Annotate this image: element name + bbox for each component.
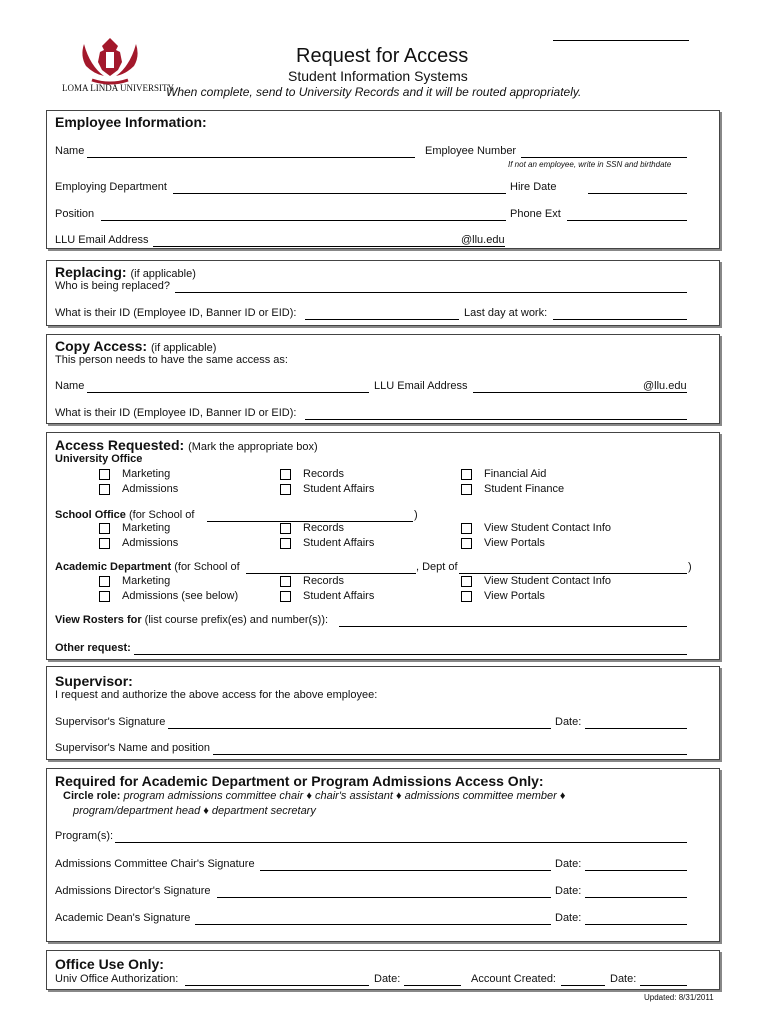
- top-right-line: [553, 40, 689, 41]
- supervisor-signature-field[interactable]: [168, 728, 551, 729]
- uo-student-finance-checkbox[interactable]: [461, 484, 472, 495]
- uo-student-finance-label: Student Finance: [484, 483, 565, 495]
- crest-icon: [60, 36, 160, 86]
- rosters-field[interactable]: [339, 626, 687, 627]
- uo-marketing-label: Marketing: [122, 468, 171, 480]
- programs-label: Program(s):: [55, 830, 114, 842]
- office-date-label: Date:: [374, 973, 401, 985]
- email-label: LLU Email Address: [55, 234, 149, 246]
- so-student-affairs-checkbox[interactable]: [280, 538, 291, 549]
- chair-signature-label: Admissions Committee Chair's Signature: [55, 858, 255, 870]
- office-date2-label: Date:: [610, 973, 637, 985]
- so-records-label: Records: [303, 522, 344, 534]
- uo-records-checkbox[interactable]: [280, 469, 291, 480]
- copy-name-field[interactable]: [87, 392, 369, 393]
- department-label: Employing Department: [55, 181, 167, 193]
- so-admissions-checkbox[interactable]: [99, 538, 110, 549]
- uo-admissions-checkbox[interactable]: [99, 484, 110, 495]
- so-admissions-label: Admissions: [122, 537, 179, 549]
- ad-admissions-label: Admissions (see below): [122, 590, 239, 602]
- uo-financial-aid-checkbox[interactable]: [461, 469, 472, 480]
- so-contact-info-checkbox[interactable]: [461, 523, 472, 534]
- authorize-text: I request and authorize the above access for the above employee:: [55, 689, 378, 701]
- who-replaced-label: Who is being replaced?: [55, 280, 170, 292]
- copy-access-heading: Copy Access: (if applicable): [55, 338, 217, 354]
- ad-portals-checkbox[interactable]: [461, 591, 472, 602]
- so-student-affairs-label: Student Affairs: [303, 537, 375, 549]
- who-replaced-field[interactable]: [175, 292, 687, 293]
- director-date-field[interactable]: [585, 897, 687, 898]
- so-marketing-label: Marketing: [122, 522, 171, 534]
- page-title: Request for Access: [296, 45, 469, 67]
- school-office-close: ): [414, 509, 418, 521]
- supervisor-signature-label: Supervisor's Signature: [55, 716, 166, 728]
- access-requested-section: [46, 432, 720, 660]
- email-field[interactable]: [153, 246, 505, 247]
- ad-marketing-label: Marketing: [122, 575, 171, 587]
- hire-date-field[interactable]: [588, 193, 687, 194]
- replacing-heading: Replacing: (if applicable): [55, 264, 196, 280]
- account-created-field[interactable]: [561, 985, 605, 986]
- ad-student-affairs-checkbox[interactable]: [280, 591, 291, 602]
- page-instruction: When complete, send to University Records and it will be routed appropriately.: [166, 85, 582, 99]
- dept-of-close: ): [688, 561, 692, 573]
- phone-field[interactable]: [567, 220, 687, 221]
- circle-role-row1: Circle role: program admissions committee chair ♦ chair's assistant ♦ admissions committee member ♦: [63, 790, 566, 802]
- univ-auth-field[interactable]: [185, 985, 369, 986]
- so-marketing-checkbox[interactable]: [99, 523, 110, 534]
- supervisor-heading: Supervisor:: [55, 673, 133, 689]
- academic-heading: Required for Academic Department or Program Admissions Access Only:: [55, 773, 544, 789]
- rosters-label: View Rosters for (list course prefix(es) and number(s)):: [55, 614, 329, 626]
- chair-date-field[interactable]: [585, 870, 687, 871]
- office-use-heading: Office Use Only:: [55, 956, 164, 972]
- uo-financial-aid-label: Financial Aid: [484, 468, 547, 480]
- supervisor-name-label: Supervisor's Name and position: [55, 742, 210, 754]
- dean-date-label: Date:: [555, 912, 582, 924]
- office-use-section: [46, 950, 720, 990]
- name-label: Name: [55, 145, 85, 157]
- so-contact-info-label: View Student Contact Info: [484, 522, 611, 534]
- supervisor-name-field[interactable]: [213, 754, 687, 755]
- circle-role-row2: program/department head ♦ department secretary: [73, 805, 316, 817]
- ad-contact-info-checkbox[interactable]: [461, 576, 472, 587]
- so-portals-label: View Portals: [484, 537, 545, 549]
- ad-student-affairs-label: Student Affairs: [303, 590, 375, 602]
- supervisor-section: [46, 666, 720, 760]
- uo-admissions-label: Admissions: [122, 483, 179, 495]
- director-date-label: Date:: [555, 885, 582, 897]
- uo-marketing-checkbox[interactable]: [99, 469, 110, 480]
- dept-of-label: , Dept of: [416, 561, 458, 573]
- copy-email-suffix: @llu.edu: [643, 380, 687, 392]
- same-access-text: This person needs to have the same access as:: [55, 354, 288, 366]
- replacing-section: [46, 260, 720, 326]
- copy-email-label: LLU Email Address: [374, 380, 468, 392]
- employee-number-label: Employee Number: [425, 145, 517, 157]
- so-portals-checkbox[interactable]: [461, 538, 472, 549]
- position-label: Position: [55, 208, 95, 220]
- chair-date-label: Date:: [555, 858, 582, 870]
- ad-portals-label: View Portals: [484, 590, 545, 602]
- position-field[interactable]: [101, 220, 506, 221]
- school-office-label: School Office (for School of: [55, 509, 195, 521]
- programs-field[interactable]: [115, 842, 687, 843]
- email-suffix: @llu.edu: [461, 234, 505, 246]
- hire-date-label: Hire Date: [510, 181, 557, 193]
- ad-records-checkbox[interactable]: [280, 576, 291, 587]
- ad-admissions-checkbox[interactable]: [99, 591, 110, 602]
- dean-date-field[interactable]: [585, 924, 687, 925]
- ad-records-label: Records: [303, 575, 344, 587]
- univ-auth-label: Univ Office Authorization:: [55, 973, 179, 985]
- academic-school-field[interactable]: [246, 573, 416, 574]
- employee-section: [46, 110, 720, 249]
- academic-admissions-section: [46, 768, 720, 942]
- copy-access-section: [46, 334, 720, 424]
- page-subtitle: Student Information Systems: [288, 68, 468, 84]
- director-signature-field[interactable]: [217, 897, 551, 898]
- university-office-label: University Office: [55, 453, 143, 465]
- replaced-id-field[interactable]: [305, 319, 459, 320]
- replaced-id-label: What is their ID (Employee ID, Banner ID or EID):: [55, 307, 297, 319]
- copy-id-label: What is their ID (Employee ID, Banner ID or EID):: [55, 407, 297, 419]
- uo-student-affairs-label: Student Affairs: [303, 483, 375, 495]
- uo-student-affairs-checkbox[interactable]: [280, 484, 291, 495]
- dean-signature-field[interactable]: [195, 924, 551, 925]
- university-logo: [60, 36, 174, 96]
- so-records-checkbox[interactable]: [280, 523, 291, 534]
- department-field[interactable]: [173, 193, 506, 194]
- name-field[interactable]: [87, 157, 415, 158]
- logo-text: LOMA LINDA UNIVERSITY: [62, 83, 174, 93]
- supervisor-date-field[interactable]: [585, 728, 687, 729]
- employee-number-note: If not an employee, write in SSN and birthdate: [508, 160, 672, 169]
- ad-marketing-checkbox[interactable]: [99, 576, 110, 587]
- copy-name-label: Name: [55, 380, 85, 392]
- employee-heading: Employee Information:: [55, 114, 207, 130]
- access-heading: Access Requested: (Mark the appropriate box): [55, 437, 318, 453]
- uo-records-label: Records: [303, 468, 344, 480]
- academic-dept-label: Academic Department (for School of: [55, 561, 240, 573]
- copy-id-field[interactable]: [305, 419, 687, 420]
- phone-label: Phone Ext: [510, 208, 561, 220]
- dept-of-field[interactable]: [459, 573, 687, 574]
- other-request-field[interactable]: [134, 654, 687, 655]
- other-request-label: Other request:: [55, 642, 131, 654]
- office-date2-field[interactable]: [640, 985, 687, 986]
- updated-date: Updated: 8/31/2011: [644, 993, 714, 1002]
- supervisor-date-label: Date:: [555, 716, 582, 728]
- director-signature-label: Admissions Director's Signature: [55, 885, 211, 897]
- last-day-label: Last day at work:: [464, 307, 548, 319]
- office-date-field[interactable]: [404, 985, 461, 986]
- chair-signature-field[interactable]: [260, 870, 551, 871]
- dean-signature-label: Academic Dean's Signature: [55, 912, 191, 924]
- ad-contact-info-label: View Student Contact Info: [484, 575, 611, 587]
- last-day-field[interactable]: [553, 319, 687, 320]
- account-created-label: Account Created:: [471, 973, 556, 985]
